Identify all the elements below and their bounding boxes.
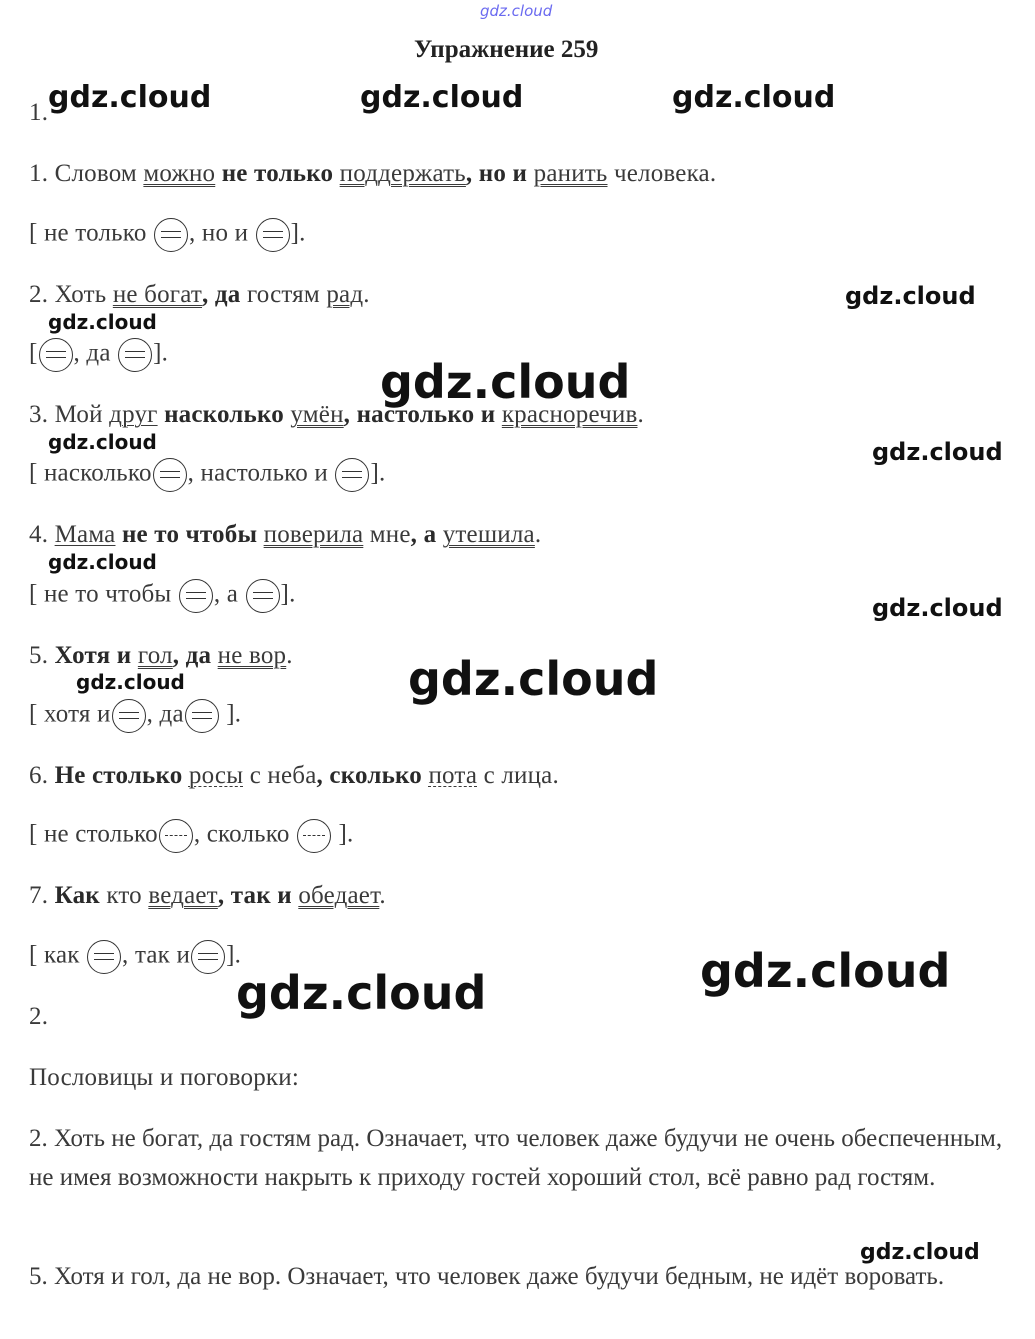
watermark: gdz.cloud <box>48 430 157 454</box>
watermark: gdz.cloud <box>672 80 836 115</box>
conjunction: , но и <box>465 160 528 187</box>
subject: Мама <box>54 521 116 548</box>
homogeneous-predicate-icon <box>191 940 225 974</box>
watermark: gdz.cloud <box>76 670 185 694</box>
predicate: обедает <box>298 882 380 909</box>
sentence-6 <box>29 761 559 791</box>
proverbs-heading: Пословицы и поговорки: <box>29 1064 300 1091</box>
scheme-text: ]. <box>290 219 306 247</box>
homogeneous-predicate-icon <box>246 579 280 613</box>
scheme-text: ]. <box>280 580 296 608</box>
predicate: можно <box>143 160 216 187</box>
conjunction: Хоть <box>54 281 107 308</box>
sentence-number: 3. <box>29 401 49 428</box>
word: гостям <box>246 281 320 308</box>
watermark: gdz.cloud <box>48 80 212 115</box>
sentence-2 <box>29 280 370 310</box>
homogeneous-predicate-icon <box>112 699 146 733</box>
conjunction: , да <box>202 281 241 308</box>
homogeneous-predicate-icon <box>335 458 369 492</box>
scheme-text: ]. <box>153 339 169 367</box>
sentence-number: 4. <box>29 521 49 548</box>
sentence-number: 6. <box>29 762 49 789</box>
predicate: поверила <box>263 521 364 548</box>
scheme-text: ]. <box>338 820 354 848</box>
sentence-7 <box>29 881 386 911</box>
sentence-number: 7. <box>29 882 49 909</box>
predicate: гол <box>137 642 173 669</box>
section-1-label: 1. <box>29 99 49 126</box>
conjunction: , да <box>172 642 212 669</box>
scheme-text: [ как <box>29 941 80 969</box>
watermark: gdz.cloud <box>48 550 157 574</box>
homogeneous-predicate-icon <box>87 940 121 974</box>
predicate: умён <box>290 401 344 428</box>
conjunction: , настолько и <box>343 401 496 428</box>
word: . <box>534 521 542 548</box>
homogeneous-predicate-icon <box>185 699 219 733</box>
scheme-3 <box>29 458 385 492</box>
scheme-text: ]. <box>226 700 242 728</box>
scheme-text: [ насколько <box>29 459 152 487</box>
predicate: не вор <box>217 642 287 669</box>
conjunction: не то чтобы <box>121 521 258 548</box>
watermark: gdz.cloud <box>380 355 631 409</box>
homogeneous-predicate-icon <box>154 218 188 252</box>
sentence-number: 5. <box>29 642 49 669</box>
watermark: gdz.cloud <box>408 652 659 706</box>
scheme-text: , настолько и <box>187 459 328 487</box>
page-title: Упражнение 259 <box>414 36 599 63</box>
scheme-text: [ не только <box>29 219 147 247</box>
word: с лица. <box>483 762 559 789</box>
conjunction: , так и <box>217 882 292 909</box>
sentence-number: 2. <box>29 281 49 308</box>
scheme-text: [ не то чтобы <box>29 580 172 608</box>
scheme-6 <box>29 819 353 853</box>
homogeneous-predicate-icon <box>39 338 73 372</box>
conjunction: Хотя и <box>54 642 132 669</box>
conjunction: , сколько <box>316 762 422 789</box>
sentence-number: 1. <box>29 160 49 187</box>
word: с неба <box>249 762 317 789</box>
scheme-text: [ <box>29 339 38 367</box>
predicate: ведает <box>148 882 218 909</box>
word: мне <box>369 521 411 548</box>
word: человека. <box>613 160 717 187</box>
scheme-text: ]. <box>226 941 242 969</box>
watermark: gdz.cloud <box>845 282 976 310</box>
predicate: утешила <box>442 521 535 548</box>
predicate: рад <box>326 281 364 308</box>
scheme-7 <box>29 940 241 974</box>
predicate: ранить <box>533 160 608 187</box>
watermark: gdz.cloud <box>236 966 487 1020</box>
proverb-explanation-2: 5. Хотя и гол, да не вор. Означает, что человек даже будучи бедным, не идёт воровать. <box>29 1263 945 1290</box>
watermark: gdz.cloud <box>700 944 951 998</box>
watermark: gdz.cloud <box>48 310 157 334</box>
conjunction: Как <box>54 882 100 909</box>
sentence-4 <box>29 520 541 550</box>
word: . <box>637 401 644 428</box>
scheme-text: ]. <box>370 459 386 487</box>
sentence-5 <box>29 641 293 671</box>
watermark: gdz.cloud <box>860 1240 980 1265</box>
homogeneous-predicate-icon <box>179 579 213 613</box>
word: . <box>379 882 386 909</box>
scheme-1 <box>29 218 306 252</box>
scheme-text: , но и <box>188 219 249 247</box>
watermark: gdz.cloud <box>872 594 1003 622</box>
predicate: красноречив <box>501 401 638 428</box>
homogeneous-member-icon <box>159 819 193 853</box>
scheme-text: [ хотя и <box>29 700 111 728</box>
scheme-text: , да <box>146 700 184 728</box>
predicate: не богат <box>112 281 203 308</box>
scheme-text: , а <box>213 580 239 608</box>
watermark: gdz.cloud <box>360 80 524 115</box>
scheme-5 <box>29 699 241 733</box>
watermark: gdz.cloud <box>872 438 1003 466</box>
sentence-3 <box>29 400 644 430</box>
word: . <box>363 281 370 308</box>
homogeneous-predicate-icon <box>118 338 152 372</box>
section-2-label: 2. <box>29 1003 49 1030</box>
scheme-4 <box>29 579 296 613</box>
predicate: поддержать <box>339 160 466 187</box>
homogeneous-predicate-icon <box>256 218 290 252</box>
word: Словом <box>54 160 137 187</box>
scheme-text: , да <box>73 339 111 367</box>
watermark-top: gdz.cloud <box>480 2 553 20</box>
word: кто <box>106 882 142 909</box>
word: Мой <box>54 401 103 428</box>
homogeneous-member-icon <box>297 819 331 853</box>
scheme-2 <box>29 338 168 372</box>
subject: росы <box>188 762 244 789</box>
word: . <box>286 642 293 669</box>
conjunction: Не столько <box>54 762 183 789</box>
scheme-text: , так и <box>122 941 191 969</box>
conjunction: , а <box>410 521 437 548</box>
homogeneous-predicate-icon <box>153 458 187 492</box>
proverb-explanation-1: 2. Хоть не богат, да гостям рад. Означает, что человек даже будучи не очень обеспеченным, не имея возможности накрыть к приходу гостей хороший стол, всё равно рад гостям. <box>29 1125 1003 1191</box>
conjunction: насколько <box>164 401 284 428</box>
scheme-text: , сколько <box>193 820 290 848</box>
conjunction: не только <box>221 160 334 187</box>
scheme-text: [ не столько <box>29 820 158 848</box>
subject: друг <box>109 401 158 428</box>
sentence-1 <box>29 159 716 189</box>
subject: пота <box>428 762 478 789</box>
